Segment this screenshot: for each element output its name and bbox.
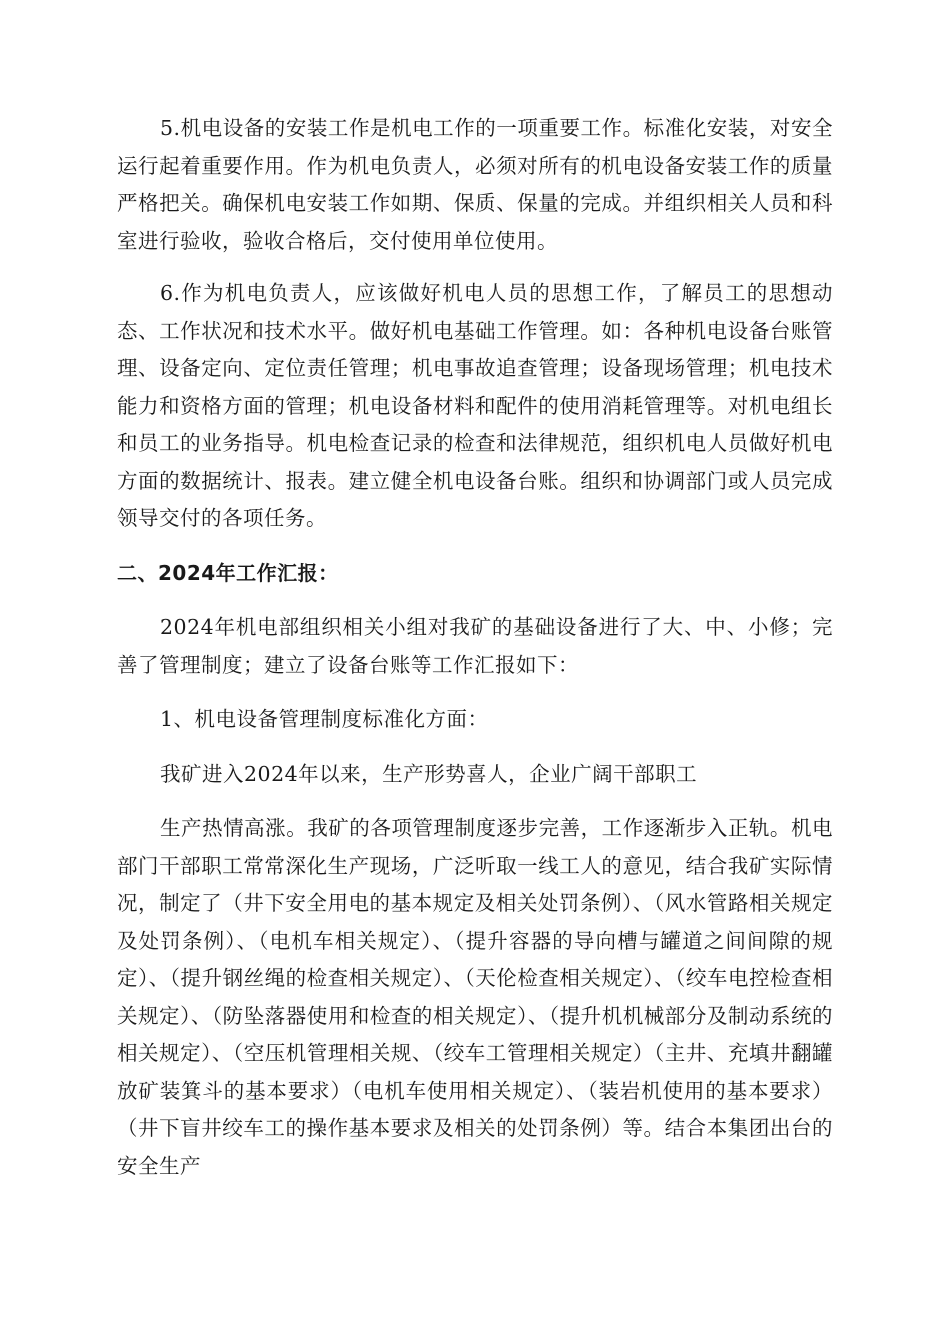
sub-heading: 1、机电设备管理制度标准化方面：	[160, 707, 489, 731]
single-line-paragraph: 我矿进入2024年以来，生产形势喜人，企业广阔干部职工	[160, 761, 698, 786]
section-heading: 二、2024年工作汇报：	[117, 560, 339, 585]
intro-paragraph: 2024年机电部组织相关小组对我矿的基础设备进行了大、中、小修；完善了管理制度；建立了设备台账等工作汇报如下：	[117, 615, 833, 677]
regulations-paragraph: 生产热情高涨。我矿的各项管理制度逐步完善，工作逐渐步入正轨。机电部门干部职工常常深化生产现场，广泛听取一线工人的意见，结合我矿实际情况，制定了（井下安全用电的基本规定及相关处罚条例）、（风水管路相关规定及处罚条例）、（电机车相关规定）、（提升容器的导向槽与罐道之间间隙的规定）、（提升钢丝绳的检查相关规定）、（天伦检查相关规定）、（绞车电控检查相关规定）、（防坠落器使用和检查的相关规定）、（提升机机械部分及制动系统的相关规定）、（空压机管理相关规、（绞车工管理相关规定）（主井、充填井翻罐放矿装箕斗的基本要求）（电机车使用相关规定）、（装岩机使用的基本要求）（井下盲井绞车工的操作基本要求及相关的处罚条例）等。结合本集团出台的安全生产	[117, 816, 833, 1178]
paragraph-item-6: 6.作为机电负责人，应该做好机电人员的思想工作，了解员工的思想动态、工作状况和技术水平。做好机电基础工作管理。如：各种机电设备台账管理、设备定向、定位责任管理；机电事故追查管理；设备现场管理；机电技术能力和资格方面的管理；机电设备材料和配件的使用消耗管理等。对机电组长和员工的业务指导。机电检查记录的检查和法律规范，组织机电人员做好机电方面的数据统计、报表。建立健全机电设备台账。组织和协调部门或人员完成领导交付的各项任务。	[117, 281, 833, 530]
document-page	[117, 110, 833, 1185]
paragraph-item-5: 5.机电设备的安装工作是机电工作的一项重要工作。标准化安装，对安全运行起着重要作用。作为机电负责人，必须对所有的机电设备安装工作的质量严格把关。确保机电安装工作如期、保质、保量的完成。并组织相关人员和科室进行验收，验收合格后，交付使用单位使用。	[117, 116, 833, 253]
